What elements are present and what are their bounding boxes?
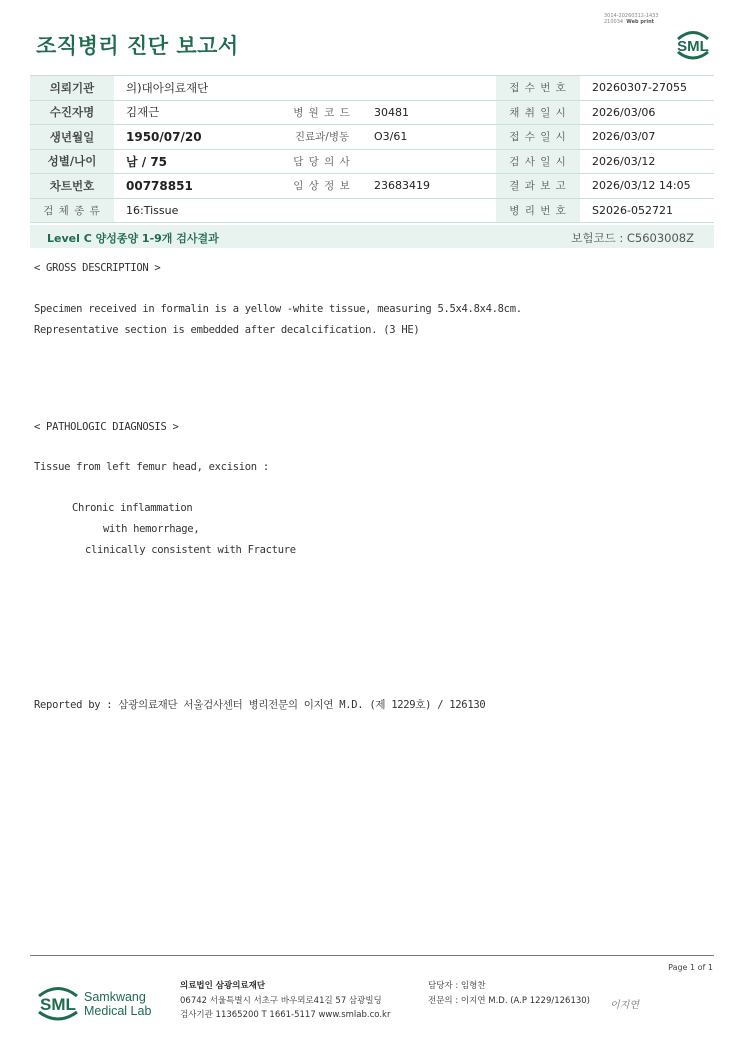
sml-logo <box>672 24 714 64</box>
label-test-date: 검 사 일 시 <box>496 149 580 174</box>
footer-divider <box>30 955 714 956</box>
samkwang-logo-icon <box>36 980 156 1026</box>
footer-org-info <box>180 979 390 1023</box>
footer-address: 06742 서울특별시 서초구 바우뫼로41길 57 삼광빌딩 <box>180 995 382 1006</box>
value-birth-date: 1950/07/20 <box>114 125 282 150</box>
info-row <box>30 174 714 199</box>
value-department: O3/61 <box>362 125 496 150</box>
label-chart-no: 차트번호 <box>30 174 114 199</box>
label-patient-name: 수진자명 <box>30 100 114 125</box>
value-clinical-info: 23683419 <box>362 174 496 199</box>
value-sex-age: 남 / 75 <box>114 149 282 174</box>
footer-contact: 검사기관 11365200 T 1661-5117 www.smlab.co.kr <box>180 1010 391 1020</box>
info-row <box>30 76 714 101</box>
gross-line: Specimen received in formalin is a yellow -white tissue, measuring 5.5x4.8x4.8cm. <box>34 303 522 315</box>
page-number: Page 1 of 1 <box>668 963 713 972</box>
value-patient-name: 김재근 <box>114 100 282 125</box>
value-chart-no: 00778851 <box>114 174 282 199</box>
gross-line: Representative section is embedded after decalcification. (3 HE) <box>34 324 420 336</box>
print-id-line2: 210034 <box>604 19 624 25</box>
diagnosis-line: Chronic inflammation <box>72 502 193 514</box>
label-collection-date: 채 취 일 시 <box>496 100 580 125</box>
label-receipt-date: 접 수 일 시 <box>496 125 580 150</box>
footer-staff-info <box>428 979 590 1008</box>
label-hospital-code: 병 원 코 드 <box>282 100 362 125</box>
level-title: Level C 양성종양 1-9개 검사결과 <box>47 232 219 245</box>
value-pathology-no: S2026-052721 <box>580 198 714 223</box>
diagnosis-line: clinically consistent with Fracture <box>85 544 296 556</box>
label-specimen-type: 검 체 종 류 <box>30 198 114 223</box>
value-hospital-code: 30481 <box>362 100 496 125</box>
samkwang-logo-mark: SML <box>40 995 76 1014</box>
value-specimen-type: 16:Tissue <box>114 198 496 223</box>
label-pathology-no: 병 리 번 호 <box>496 198 580 223</box>
value-collection-date: 2026/03/06 <box>580 100 714 125</box>
print-id-line1: 3014-20260312-1433 <box>604 13 659 19</box>
page-title: 조직병리 진단 보고서 <box>36 34 239 58</box>
insurance-code: 보험코드 : C5603008Z <box>571 231 694 245</box>
patient-info-table <box>30 75 714 223</box>
samkwang-logo <box>36 980 156 1026</box>
reported-by: Reported by : 삼광의료재단 서울검사센터 병리전문의 이지연 M.D. (제 1229호) / 126130 <box>34 699 486 711</box>
specialist-signature: 이지연 <box>610 1000 639 1011</box>
label-requester: 의뢰기관 <box>30 76 114 101</box>
value-result-report: 2026/03/12 14:05 <box>580 174 714 199</box>
print-id <box>604 13 659 25</box>
value-test-date: 2026/03/12 <box>580 149 714 174</box>
specialist-name: 이지연 M.D. (A.P 1229/126130) <box>460 995 590 1006</box>
info-row <box>30 149 714 174</box>
samkwang-logo-line2: Medical Lab <box>84 1004 152 1018</box>
diagnosis-heading: < PATHOLOGIC DIAGNOSIS > <box>34 421 179 433</box>
label-sex-age: 성별/나이 <box>30 149 114 174</box>
sml-logo-icon <box>672 24 714 64</box>
staff-name: 임형찬 <box>460 981 486 991</box>
value-receipt-date: 2026/03/07 <box>580 125 714 150</box>
label-receipt-no: 접 수 번 호 <box>496 76 580 101</box>
sml-logo-text: SML <box>677 38 709 55</box>
label-result-report: 결 과 보 고 <box>496 174 580 199</box>
staff-label: 담당자 : <box>428 981 459 991</box>
label-clinical-info: 임 상 정 보 <box>282 174 362 199</box>
label-doctor: 담 당 의 사 <box>282 149 362 174</box>
samkwang-logo-line1: Samkwang <box>84 990 146 1004</box>
gross-heading: < GROSS DESCRIPTION > <box>34 262 161 274</box>
diagnosis-line: Tissue from left femur head, excision : <box>34 461 269 473</box>
footer-org-name: 의료법인 삼광의료재단 <box>180 981 266 991</box>
label-department: 진료과/병동 <box>282 125 362 150</box>
label-birth-date: 생년월일 <box>30 125 114 150</box>
info-row <box>30 125 714 150</box>
value-receipt-no: 20260307-27055 <box>580 76 714 101</box>
diagnosis-line: with hemorrhage, <box>103 523 200 535</box>
value-doctor <box>362 149 496 174</box>
info-row <box>30 198 714 223</box>
specialist-label: 전문의 : <box>428 995 459 1006</box>
web-print-label: Web print <box>626 19 655 25</box>
info-row <box>30 100 714 125</box>
value-requester: 의)대아의료재단 <box>114 76 496 101</box>
